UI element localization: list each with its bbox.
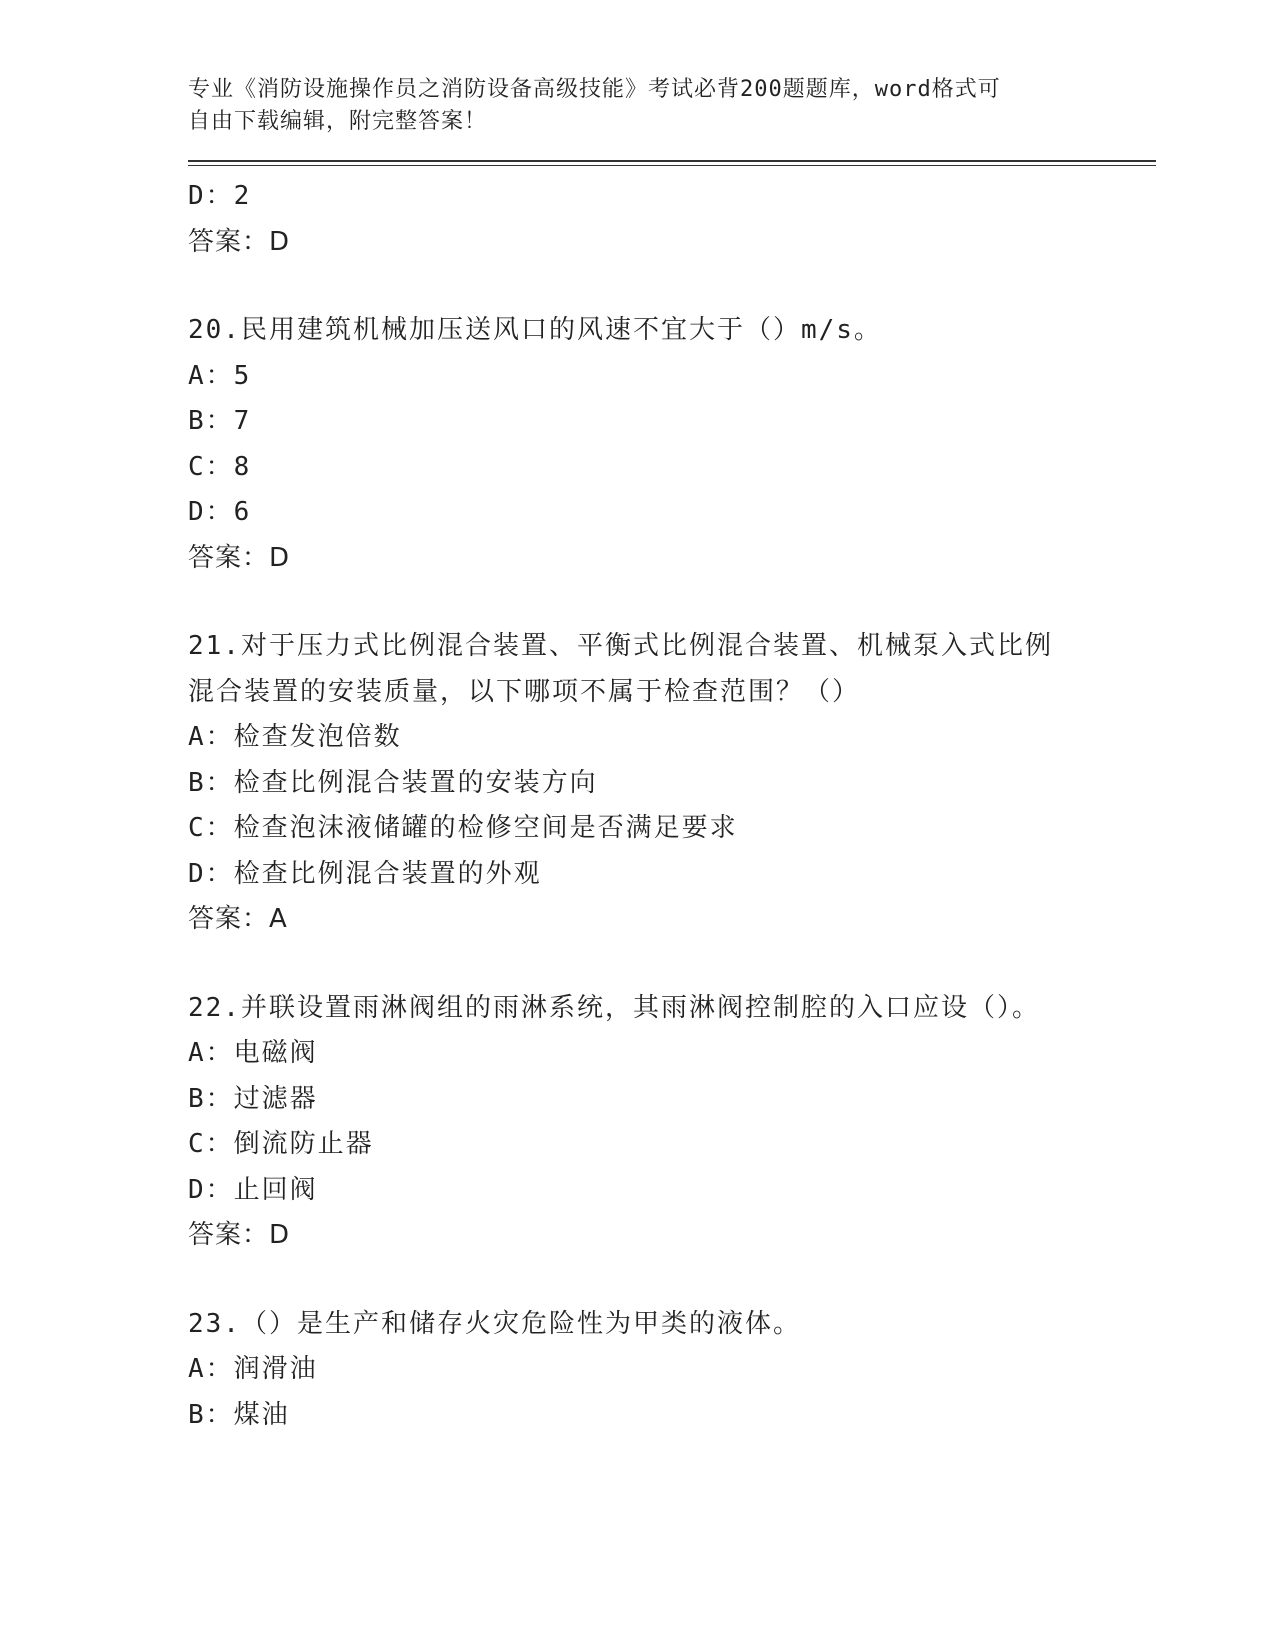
option-c: C：倒流防止器 <box>188 1129 374 1159</box>
document-page <box>188 74 1158 1438</box>
answer-line: 答案：D <box>188 1220 291 1250</box>
spacer <box>188 265 1158 308</box>
question-block-20 <box>188 308 1158 581</box>
question-stem-continued: 混合装置的安装质量，以下哪项不属于检查范围？（） <box>188 676 861 707</box>
option-b: B：检查比例混合装置的安装方向 <box>188 767 598 798</box>
option-c: C：检查泡沫液储罐的检修空间是否满足要求 <box>188 813 738 843</box>
option-b: B：7 <box>188 406 252 436</box>
option-b: B：煤油 <box>188 1399 290 1430</box>
option-c: C：8 <box>188 451 252 482</box>
question-list <box>188 174 1158 1438</box>
header-line-1: 专业《消防设施操作员之消防设备高级技能》考试必背200题题库，word格式可 <box>188 77 1001 102</box>
option-a: A：润滑油 <box>188 1354 318 1384</box>
option-b: B：过滤器 <box>188 1083 318 1114</box>
question-stem: 23.（）是生产和储存火灾危险性为甲类的液体。 <box>188 1308 801 1339</box>
question-block-23 <box>188 1302 1158 1439</box>
header-line-2: 自由下载编辑，附完整答案！ <box>188 109 488 134</box>
option-a: A：5 <box>188 360 252 391</box>
option-a: A：电磁阀 <box>188 1038 318 1068</box>
option-d: D：检查比例混合装置的外观 <box>188 858 542 889</box>
answer-line: 答案：D <box>188 226 291 257</box>
question-stem: 20.民用建筑机械加压送风口的风速不宜大于（）m/s。 <box>188 315 882 345</box>
answer-line: 答案：A <box>188 904 288 934</box>
question-stem: 22.并联设置雨淋阀组的雨淋系统，其雨淋阀控制腔的入口应设（）。 <box>188 992 1040 1023</box>
question-block-21 <box>188 624 1158 943</box>
question-stem: 21.对于压力式比例混合装置、平衡式比例混合装置、机械泵入式比例 <box>188 631 1053 661</box>
answer-line: 答案：D <box>188 542 291 573</box>
spacer <box>188 581 1158 624</box>
question-block-22 <box>188 986 1158 1259</box>
option-d: D：2 <box>188 181 252 211</box>
header-divider <box>188 160 1156 166</box>
spacer <box>188 1259 1158 1302</box>
spacer <box>188 943 1158 986</box>
option-a: A：检查发泡倍数 <box>188 722 402 752</box>
option-d: D：6 <box>188 497 252 527</box>
option-d: D：止回阀 <box>188 1174 318 1205</box>
document-header <box>188 74 1088 138</box>
